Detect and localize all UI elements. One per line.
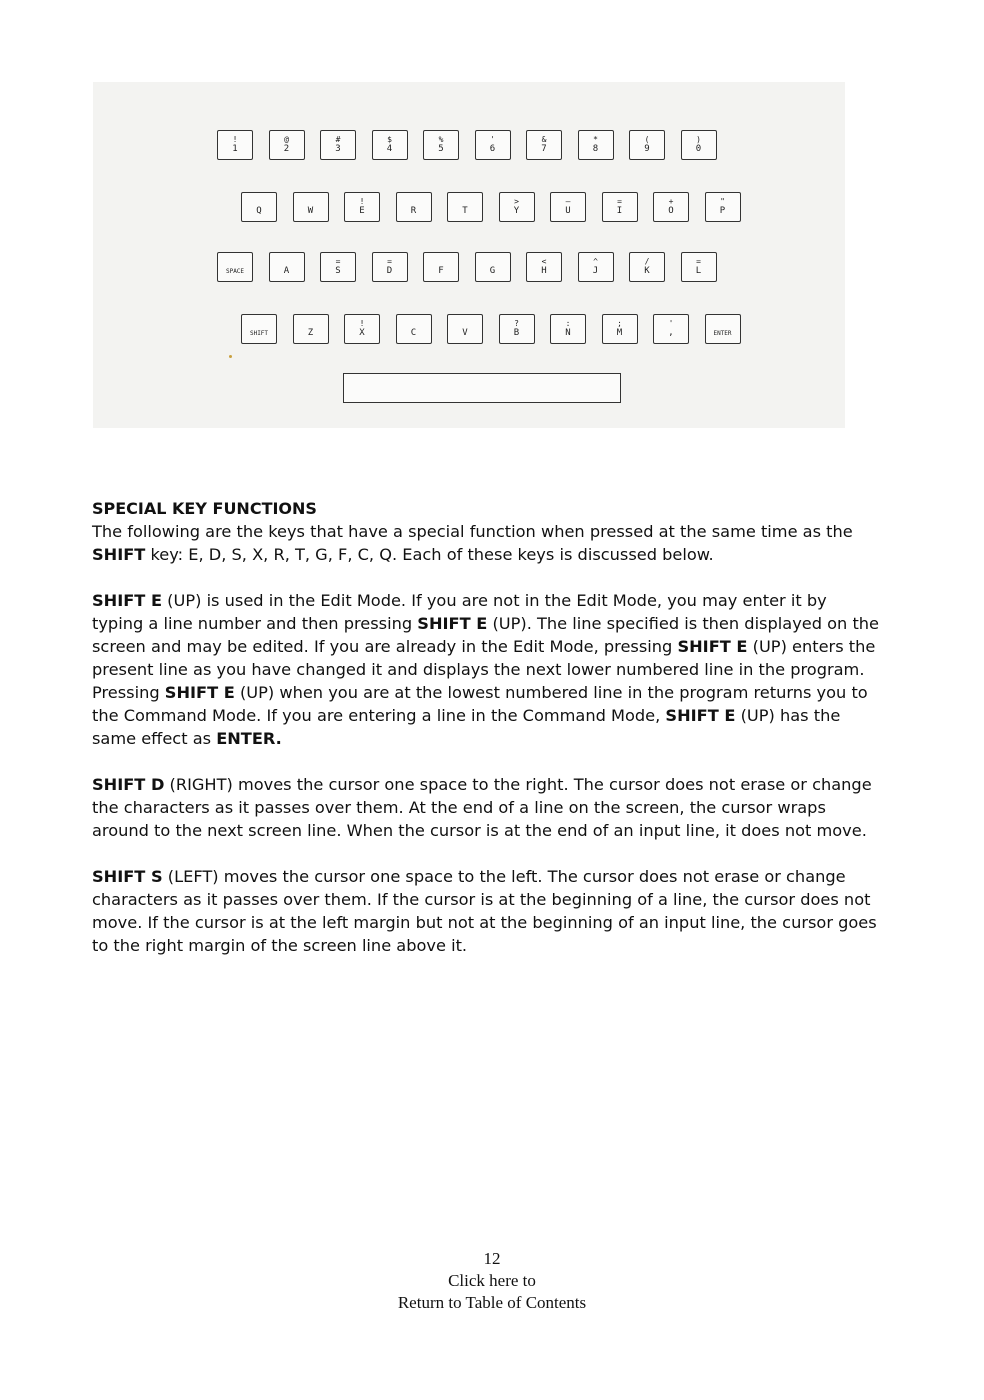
toc-link-line2[interactable]: Return to Table of Contents xyxy=(397,1293,587,1312)
key-6 xyxy=(475,130,511,160)
key-0 xyxy=(681,130,717,160)
key-shift-symbol: ! xyxy=(232,135,238,144)
key-3 xyxy=(320,130,356,160)
key-label: 5 xyxy=(438,144,444,154)
key-label: I xyxy=(616,206,623,216)
key-label: Y xyxy=(513,206,520,216)
key-label: 1 xyxy=(232,144,238,154)
key-z xyxy=(293,314,329,344)
key-a xyxy=(269,252,305,282)
key-t xyxy=(447,192,483,222)
key-label: O xyxy=(668,206,674,216)
key-label: E xyxy=(359,206,365,216)
key-shift-symbol: = xyxy=(387,257,392,266)
key-label: 7 xyxy=(541,144,547,154)
key- xyxy=(653,314,689,344)
intro-text-b: key: E, D, S, X, R, T, G, F, C, Q. Each of these keys is discussed below. xyxy=(145,545,714,564)
key-e xyxy=(344,192,380,222)
para-text: (LEFT) moves the cursor one space to the left. The cursor does not erase or change characters as it passes over them. If the cursor is at the beginning of a line, the cursor does not move. If the cursor is at the left margin but not at the beginning of an input line, the cursor goes to the right margin of the screen line above it. xyxy=(92,867,877,955)
page-footer xyxy=(0,1248,984,1314)
para-text: (UP). The line specified is then displayed on the screen and may be edited. If you are already in the Edit Mode, pressing xyxy=(92,614,880,656)
key-ref: SHIFT E xyxy=(665,706,736,725)
key-shift-symbol: < xyxy=(541,257,547,266)
intro-paragraph xyxy=(92,520,882,566)
key-shift-symbol: ( xyxy=(644,135,650,144)
key-label: 8 xyxy=(592,144,599,154)
key-label: K xyxy=(644,266,650,276)
key-label: , xyxy=(668,328,674,338)
key-shift-symbol: " xyxy=(720,197,725,206)
key-shift-symbol: # xyxy=(335,135,341,144)
key-label: G xyxy=(489,266,496,276)
key-c xyxy=(396,314,432,344)
key-w xyxy=(293,192,329,222)
key-7 xyxy=(526,130,562,160)
key-u xyxy=(550,192,586,222)
shift-d-paragraph xyxy=(92,773,882,842)
key-label: R xyxy=(410,206,417,216)
key-label: U xyxy=(565,206,571,216)
key-label: T xyxy=(462,206,468,216)
key-shift xyxy=(241,314,277,344)
key-label: P xyxy=(719,206,726,216)
key-shift-symbol: ; xyxy=(617,319,622,328)
key-p xyxy=(705,192,741,222)
key-r xyxy=(396,192,432,222)
key-label: D xyxy=(386,266,393,276)
key-label: X xyxy=(359,328,365,338)
key-shift-symbol: & xyxy=(541,135,547,144)
key-label: 3 xyxy=(335,144,341,154)
key-x xyxy=(344,314,380,344)
para-text: (UP) has the same effect as xyxy=(92,706,841,748)
key-label: SPACE xyxy=(225,267,245,275)
key-spacebar xyxy=(343,373,621,403)
article-body xyxy=(92,497,882,980)
scan-speck xyxy=(229,355,232,358)
page-number: 12 xyxy=(483,1249,501,1268)
key-label: ENTER xyxy=(713,329,732,337)
key-shift-symbol: ) xyxy=(696,135,701,144)
key-shift-symbol: ! xyxy=(359,197,365,206)
key-5 xyxy=(423,130,459,160)
key-ref: SHIFT E xyxy=(164,683,235,702)
key-y xyxy=(499,192,535,222)
key-shift-symbol: > xyxy=(514,197,519,206)
key-ref: SHIFT E xyxy=(417,614,488,633)
key-ref: SHIFT D xyxy=(92,775,165,794)
key-label: M xyxy=(616,328,623,338)
key-shift-symbol: : xyxy=(565,319,571,328)
key-shift-symbol: / xyxy=(644,257,650,266)
key-enter xyxy=(705,314,741,344)
key-shift-symbol: — xyxy=(565,197,571,206)
key-shift-symbol: = xyxy=(696,257,701,266)
key-label: N xyxy=(565,328,571,338)
para-text: (UP) when you are at the lowest numbered line in the program returns you to the Command Mode. If you are entering a line in the Command Mode, xyxy=(92,683,868,725)
key-8 xyxy=(578,130,614,160)
key-shift-symbol: $ xyxy=(387,135,392,144)
key-j xyxy=(578,252,614,282)
key-label: C xyxy=(410,328,417,338)
key-ref: SHIFT S xyxy=(92,867,163,886)
key-ref: SHIFT E xyxy=(677,637,748,656)
keyboard-figure xyxy=(93,82,845,428)
key-g xyxy=(475,252,511,282)
key-label: F xyxy=(438,266,444,276)
key-label: 6 xyxy=(489,144,496,154)
key-label: SHIFT xyxy=(249,329,269,337)
key-ref: ENTER. xyxy=(216,729,282,748)
key-label: 9 xyxy=(644,144,650,154)
key-label: V xyxy=(462,328,468,338)
key-s xyxy=(320,252,356,282)
key-label: Q xyxy=(256,206,262,216)
key-label: W xyxy=(307,206,314,216)
key-label: 4 xyxy=(386,144,393,154)
key-l xyxy=(681,252,717,282)
toc-link-line1[interactable]: Click here to xyxy=(448,1271,536,1290)
section-heading: SPECIAL KEY FUNCTIONS xyxy=(92,499,317,518)
key-shift-symbol: % xyxy=(438,135,444,144)
key-1 xyxy=(217,130,253,160)
key-ref: SHIFT E xyxy=(92,591,163,610)
shift-s-paragraph xyxy=(92,865,882,957)
key-shift-symbol: ? xyxy=(514,319,519,328)
intro-shift-key: SHIFT xyxy=(92,545,146,564)
key-shift-symbol: ' xyxy=(490,135,495,144)
key-n xyxy=(550,314,586,344)
key-2 xyxy=(269,130,305,160)
key-k xyxy=(629,252,665,282)
key-b xyxy=(499,314,535,344)
key-shift-symbol: * xyxy=(593,135,598,144)
key-label: S xyxy=(335,266,341,276)
key-shift-symbol: ! xyxy=(359,319,365,328)
para-text: (RIGHT) moves the cursor one space to the right. The cursor does not erase or change the characters as it passes over them. At the end of a line on the screen, the cursor wraps around to the next screen line. When the cursor is at the end of an input line, it does not move. xyxy=(92,775,872,840)
key-shift-symbol: = xyxy=(617,197,622,206)
key-i xyxy=(602,192,638,222)
key-h xyxy=(526,252,562,282)
para-text: (UP) is used in the Edit Mode. If you are not in the Edit Mode, you may enter it by typing a line number and then pressing xyxy=(92,591,827,633)
key-label: J xyxy=(592,266,599,276)
key-d xyxy=(372,252,408,282)
key-4 xyxy=(372,130,408,160)
key-label: A xyxy=(283,266,290,276)
key-f xyxy=(423,252,459,282)
key-9 xyxy=(629,130,665,160)
key-shift-symbol: = xyxy=(335,257,341,266)
intro-text-a: The following are the keys that have a special function when pressed at the same time as the xyxy=(92,522,853,541)
key-m xyxy=(602,314,638,344)
key-shift-symbol: ' xyxy=(668,319,674,328)
key-label: B xyxy=(513,328,520,338)
key-label: L xyxy=(695,266,702,276)
para-text: (UP) enters the present line as you have changed it and displays the next lower numbered line in the program. Pressing xyxy=(92,637,876,702)
key-v xyxy=(447,314,483,344)
key-label: H xyxy=(541,266,547,276)
key-space xyxy=(217,252,253,282)
key-shift-symbol: @ xyxy=(284,135,289,144)
key-shift-symbol: ^ xyxy=(593,257,598,266)
key-label: Z xyxy=(307,328,314,338)
key-shift-symbol: + xyxy=(668,197,674,206)
key-label: 2 xyxy=(283,144,290,154)
shift-e-paragraph xyxy=(92,589,882,750)
key-q xyxy=(241,192,277,222)
key-label: 0 xyxy=(695,144,702,154)
key-o xyxy=(653,192,689,222)
